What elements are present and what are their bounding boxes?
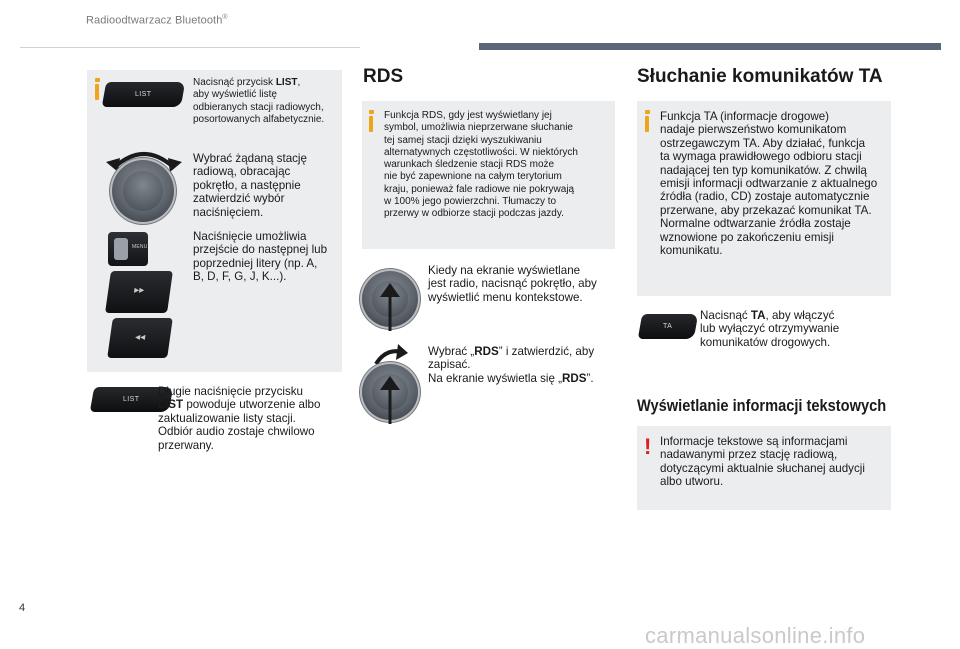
previous-button[interactable] <box>107 318 173 358</box>
rds-info-text: Funkcja RDS, gdy jest wyświetlany jej symbol, umożliwia nieprzerwane słuchanie tej samej stacji dzięki wyszukiwaniu alternatywnych częstotliwości. W niektórych warunkach śledzenie stacji RDS może nie być zapewnione na całym terytorium kraju, ponieważ fale radiowe nie pokrywają w 100% jego powierzchni. Tłumaczy to przerwy w odbiorze stacji podczas jazdy. <box>384 110 578 220</box>
skip-instruction-text: Naciśnięcie umożliwia przejście do następnej lub poprzedniej litery (np. A, B, D, F, G, J, K...). <box>193 230 328 284</box>
joystick-thumb <box>114 238 128 260</box>
info-icon-dot <box>95 78 100 82</box>
list-instruction-text: Nacisnąć przycisk LIST, aby wyświetlić listę odbieranych stacji radiowych, posortowanych alfabetycznie. <box>193 77 325 125</box>
warning-icon: ! <box>644 434 652 459</box>
ta-button[interactable]: TA <box>638 314 698 339</box>
rotate-arrow-icon <box>372 344 410 366</box>
header-bar <box>479 43 941 50</box>
press-arrow-icon <box>380 376 400 426</box>
rotary-knob[interactable] <box>112 160 174 222</box>
info-icon-dot <box>645 110 650 114</box>
rds-step2-text: Wybrać „RDS” i zatwierdzić, aby zapisać. Na ekranie wyświetla się „RDS”. <box>428 345 595 385</box>
menu-joystick[interactable] <box>108 232 148 266</box>
ta-info-text: Funkcja TA (informacje drogowe) nadaje pierwszeństwo komunikatom ostrzegawczym TA. Aby działać, funkcja ta wymaga prawidłowego odbioru stacji nadającej ten typ komunikatów. Z chwilą emisji informacji odtwarzanie z aktualnego źródła (radio, CD) zostaje automatycznie przerwane, aby przekazać komunikat TA. Normalne odtwarzanie źródła zostaje wznowione po zakończeniu emisji komunikatu. <box>660 110 878 258</box>
text-info-warning-text: Informacje tekstowe są informacjami nadawanymi przez stację radiową, dotyczącymi aktualnie słuchanej audycji albo utworu. <box>660 435 865 489</box>
rds-heading: RDS <box>363 66 404 87</box>
info-icon-dot <box>369 110 374 114</box>
info-icon-bar <box>369 116 373 132</box>
watermark: carmanualsonline.info <box>645 623 866 648</box>
list-button-long-press[interactable]: LIST <box>90 387 173 412</box>
ta-button-text: Nacisnąć TA, aby włączyć lub wyłączyć otrzymywanie komunikatów drogowych. <box>700 309 840 349</box>
press-arrow-icon <box>380 283 400 333</box>
long-press-text: Długie naciśnięcie przycisku LIST powoduje utworzenie albo zaktualizowanie listy stacji. Odbiór audio zostaje chwilowo przerwany. <box>158 385 321 452</box>
rds-step1-text: Kiedy na ekranie wyświetlane jest radio, nacisnąć pokrętło, aby wyświetlić menu kontekstowe. <box>428 264 597 304</box>
ta-heading: Słuchanie komunikatów TA <box>637 66 883 87</box>
header-rule <box>20 47 360 48</box>
knob-instruction-text: Wybrać żądaną stację radiową, obracając pokrętło, a następnie zatwierdzić wybór naciśnięciem. <box>193 152 307 219</box>
text-info-heading: Wyświetlanie informacji tekstowych <box>637 396 887 415</box>
next-button[interactable] <box>105 271 173 313</box>
info-icon-bar <box>645 116 649 132</box>
previous-icon: ◂◂ <box>134 332 146 343</box>
next-icon: ▸▸ <box>133 285 145 296</box>
running-header: Radioodtwarzacz Bluetooth® <box>86 14 228 27</box>
joystick-label: MENU <box>132 244 148 250</box>
list-button[interactable]: LIST <box>102 82 185 107</box>
page-number: 4 <box>19 602 26 614</box>
info-icon-bar <box>95 84 99 100</box>
